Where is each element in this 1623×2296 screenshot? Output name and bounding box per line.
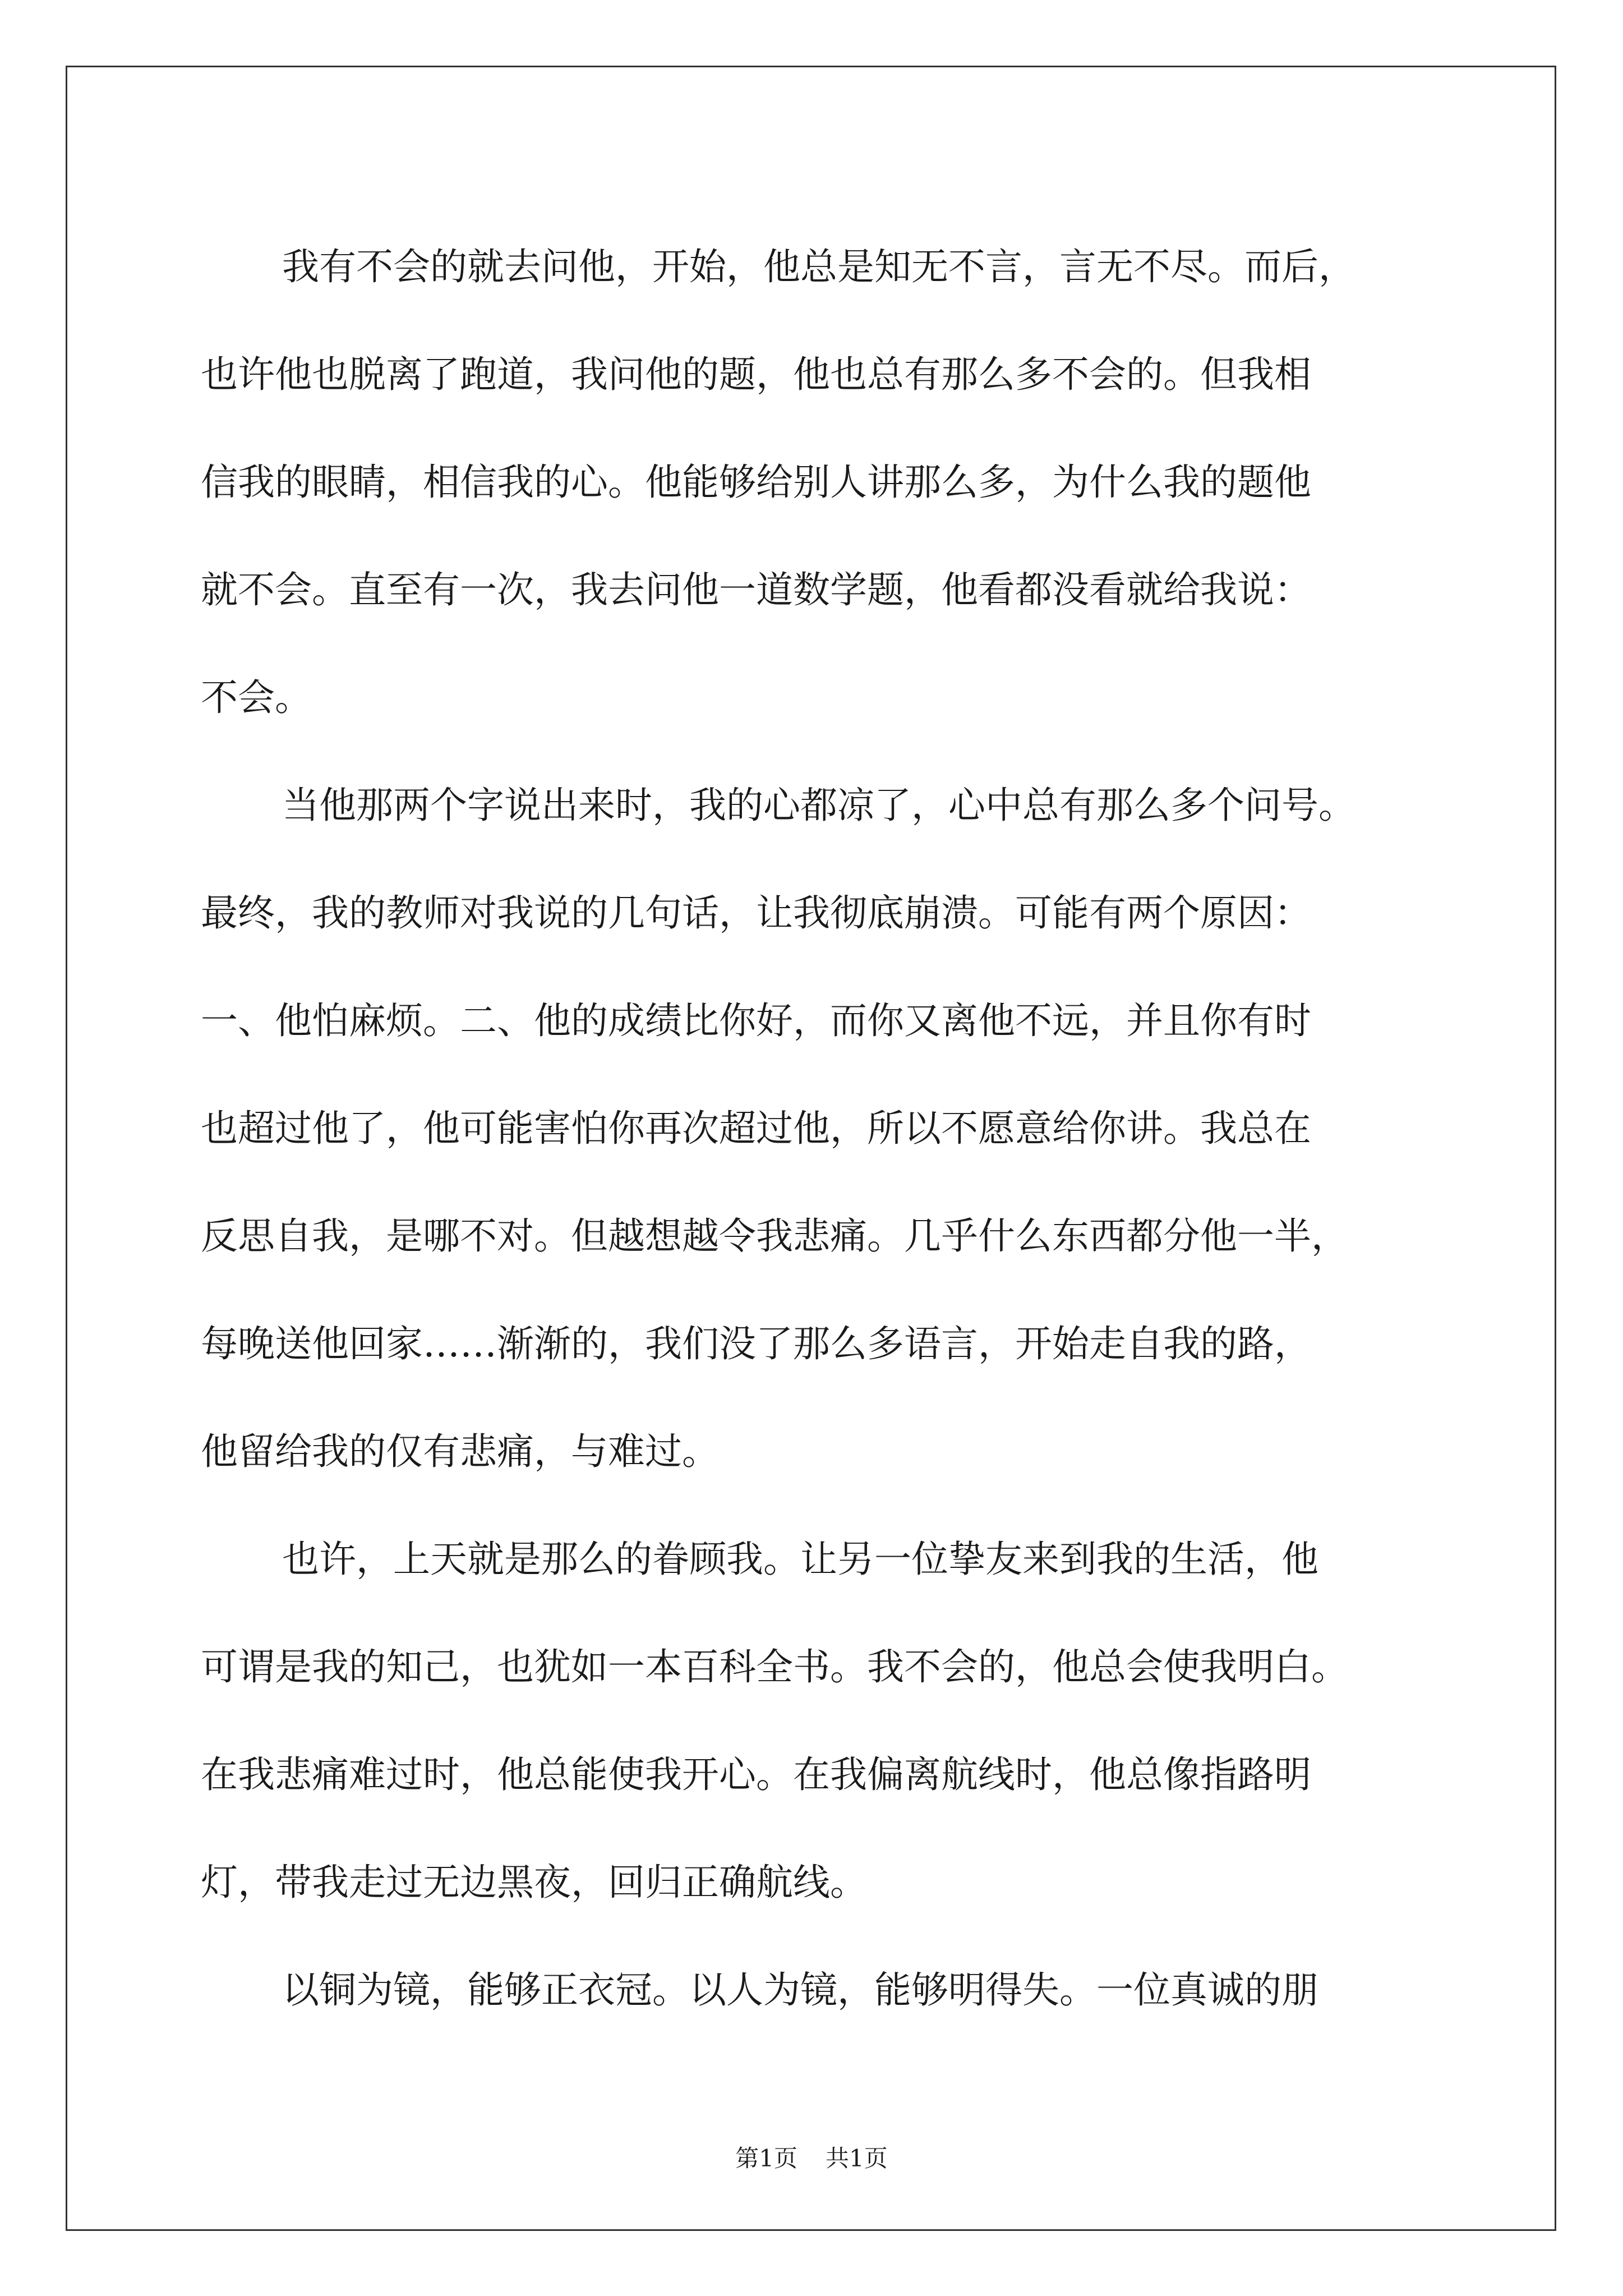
text-line: 信我的眼睛，相信我的心。他能够给别人讲那么多，为什么我的题他: [201, 461, 1311, 504]
text-line: 最终，我的教师对我说的几句话，让我彻底崩溃。可能有两个原因：: [201, 891, 1311, 935]
document-body: [201, 213, 1418, 2044]
text-line: 我有不会的就去问他，开始，他总是知无不言，言无不尽。而后，: [282, 245, 1355, 288]
text-line: 以铜为镜，能够正衣冠。以人为镜，能够明得失。一位真诚的朋: [282, 1968, 1318, 2012]
text-line: 也许，上天就是那么的眷顾我。让另一位挚友来到我的生活，他: [282, 1538, 1318, 1581]
text-line: 他留给我的仅有悲痛，与难过。: [201, 1430, 719, 1473]
text-line: 在我悲痛难过时，他总能使我开心。在我偏离航线时，他总像指路明: [201, 1753, 1311, 1796]
text-line: 就不会。直至有一次，我去问他一道数学题，他看都没看就给我说：: [201, 568, 1311, 611]
text-line: 灯，带我走过无边黑夜，回归正确航线。: [201, 1861, 867, 1904]
text-line: 当他那两个字说出来时，我的心都凉了，心中总有那么多个问号。: [282, 784, 1355, 827]
text-line: 也超过他了，他可能害怕你再次超过他，所以不愿意给你讲。我总在: [201, 1107, 1311, 1150]
text-line: 一、他怕麻烦。二、他的成绩比你好，而你又离他不远，并且你有时: [201, 999, 1311, 1042]
text-line: 也许他也脱离了跑道，我问他的题，他也总有那么多不会的。但我相: [201, 353, 1311, 396]
page-number: 第1页: [735, 2145, 797, 2172]
text-line: 可谓是我的知己，也犹如一本百科全书。我不会的，他总会使我明白。: [201, 1645, 1348, 1688]
text-line: 反思自我，是哪不对。但越想越令我悲痛。几乎什么东西都分他一半，: [201, 1214, 1348, 1258]
page-footer: [0, 2140, 1623, 2174]
text-line: 不会。: [201, 676, 312, 719]
page-total: 共1页: [826, 2145, 888, 2172]
text-line: 每晚送他回家……渐渐的，我们没了那么多语言，开始走自我的路，: [201, 1322, 1311, 1365]
